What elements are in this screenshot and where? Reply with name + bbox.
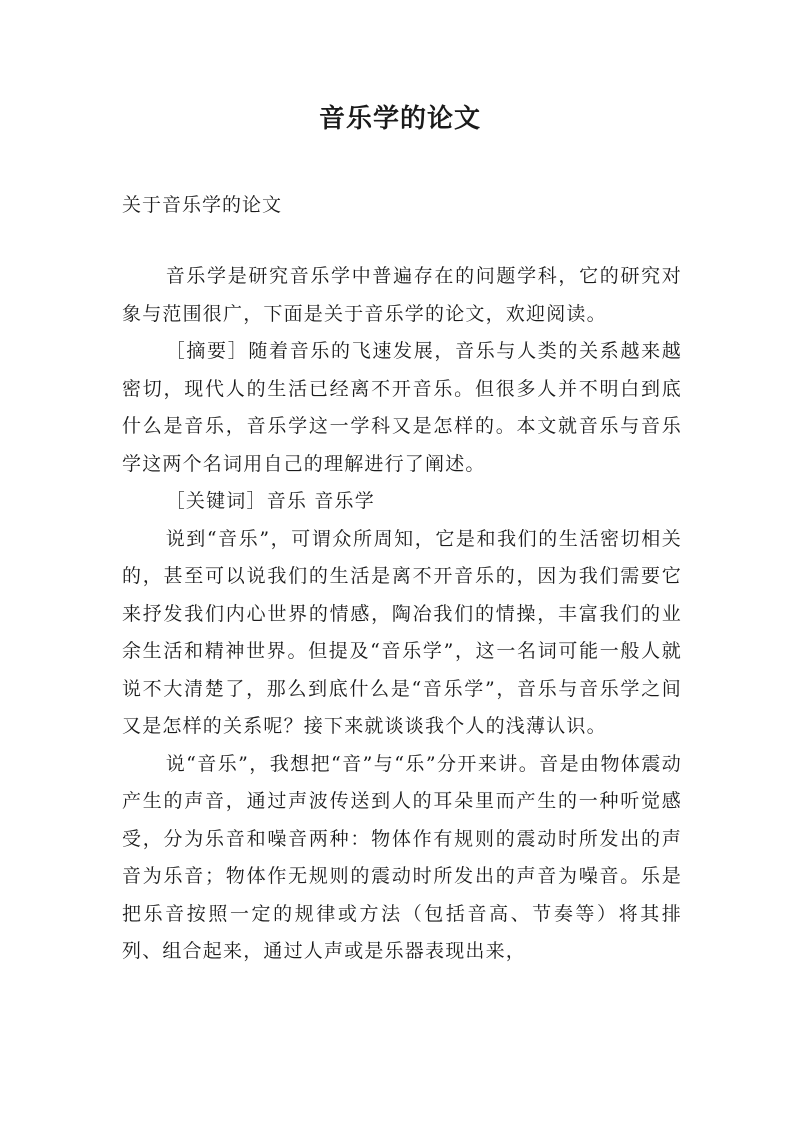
document-subtitle: 关于音乐学的论文 bbox=[122, 194, 283, 216]
abstract-paragraph: ［摘要］随着音乐的飞速发展，音乐与人类的关系越来越密切，现代人的生活已经离不开音乐。但很多人并不明白到底什么是音乐，音乐学这一学科又是怎样的。本文就音乐与音乐学这两个名词用自己的理解进行了阐述。 bbox=[122, 340, 682, 475]
intro-paragraph: 音乐学是研究音乐学中普遍存在的问题学科，它的研究对象与范围很广，下面是关于音乐学的论文，欢迎阅读。 bbox=[122, 265, 682, 325]
body-paragraph: 说到“音乐”，可谓众所周知，它是和我们的生活密切相关的，甚至可以说我们的生活是离不开音乐的，因为我们需要它来抒发我们内心世界的情感，陶冶我们的情操，丰富我们的业余生活和精神世界。但提及“音乐学”，这一名词可能一般人就说不大清楚了，那么到底什么是“音乐学”，音乐与音乐学之间又是怎样的关系呢？接下来就谈谈我个人的浅薄认识。 bbox=[122, 527, 682, 737]
page-title: 音乐学的论文 bbox=[318, 104, 481, 134]
document-body bbox=[122, 258, 682, 971]
body-paragraph: 说“音乐”，我想把“音”与“乐”分开来讲。音是由物体震动产生的声音，通过声波传送到人的耳朵里而产生的一种听觉感受，分为乐音和噪音两种：物体作有规则的震动时所发出的声音为乐音；物体作无规则的震动时所发出的声音为噪音。乐是把乐音按照一定的规律或方法（包括音高、节奏等）将其排列、组合起来，通过人声或是乐器表现出来， bbox=[122, 752, 682, 962]
keywords-paragraph: ［关键词］音乐 音乐学 bbox=[165, 490, 375, 512]
